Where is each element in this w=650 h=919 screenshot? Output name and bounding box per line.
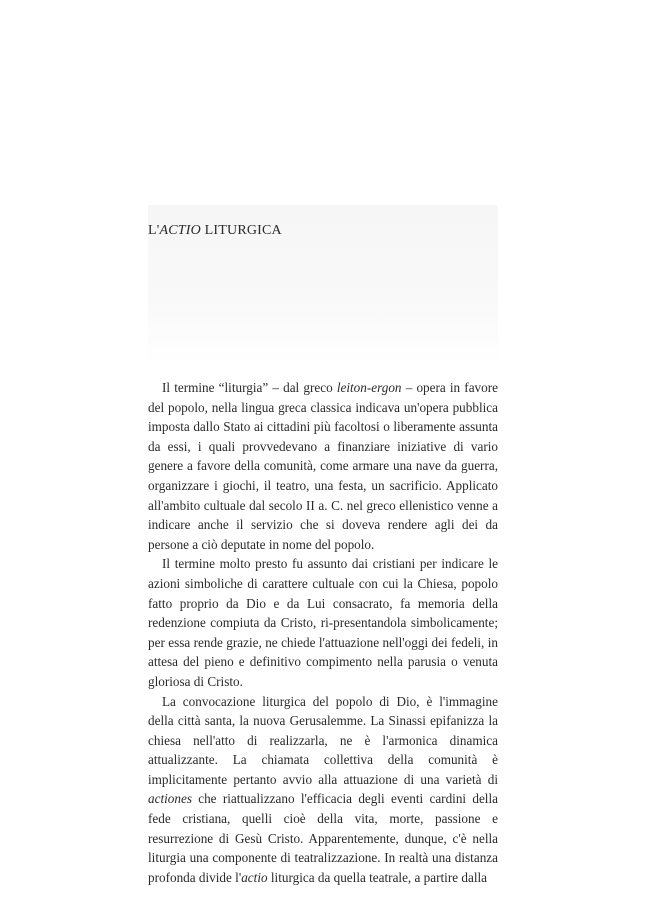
p1-seg-2: leiton-ergon bbox=[336, 380, 402, 395]
p2-seg-1: Il termine molto presto fu assunto dai cristiani per indicare le azioni simboliche di carattere cultuale con cui la Chiesa, popolo fatto proprio da Dio e da Lui consacrato, fa memoria della redenzione compiuta da Cristo, ri-presentandola simbolicamente; per essa rende grazie, ne chiede l'attuazione nell'oggi dei fedeli, in attesa del pieno e definitivo compimento nella parusia o venuta gloriosa di Cristo. bbox=[148, 556, 498, 689]
p3-seg-1: La convocazione liturgica del popolo di Dio, è l'immagine della città santa, la nuova Gerusalemme. La Sinassi epifanizza la chiesa nell'atto di realizzarla, ne è l'armonica dinamica attualizzante. La chiamata collettiva della comunità è implicitamente pertanto avvio alla attuazione di una varietà di bbox=[148, 693, 498, 787]
p3-seg-2: actiones bbox=[148, 791, 192, 807]
paragraph-3 bbox=[148, 692, 498, 888]
p1-seg-1: Il termine “liturgia” – dal greco bbox=[162, 380, 337, 395]
p3-seg-5: liturgica da quella teatrale, a partire dalla bbox=[267, 869, 488, 885]
body-text bbox=[148, 378, 498, 887]
p3-seg-3: che riattualizzano l'efficacia degli eventi cardini della fede cristiana, quelli cioè della vita, morte, passione e resurrezione di Gesù Cristo. Apparentemente, dunque, c'è nella liturgia una componente di teatralizzazione. In realtà una distanza profonda divide l' bbox=[148, 791, 498, 885]
chapter-title-suffix: LITURGICA bbox=[200, 223, 282, 238]
p3-seg-4: actio bbox=[241, 869, 268, 885]
chapter-title bbox=[148, 223, 282, 239]
chapter-title-prefix: L' bbox=[148, 223, 160, 238]
paragraph-2 bbox=[148, 554, 498, 691]
p1-seg-3: – opera in favore del popolo, nella lingua greca classica indicava un'opera pubblica imposta dallo Stato ai cittadini più facoltosi o liberamente assunta da essi, i quali provvedevano a finanziare iniziative di vario genere a favore della comunità, come armare una nave da guerra, organizzare i giochi, il teatro, una festa, un sacrificio. Applicato all'ambito cultuale dal secolo II a. C. nel greco ellenistico venne a indicare anche il servizio che si doveva rendere agli dei da persone a ciò deputate in nome del popolo. bbox=[148, 380, 498, 552]
chapter-title-italic: ACTIO bbox=[159, 223, 201, 238]
paragraph-1 bbox=[148, 378, 498, 554]
